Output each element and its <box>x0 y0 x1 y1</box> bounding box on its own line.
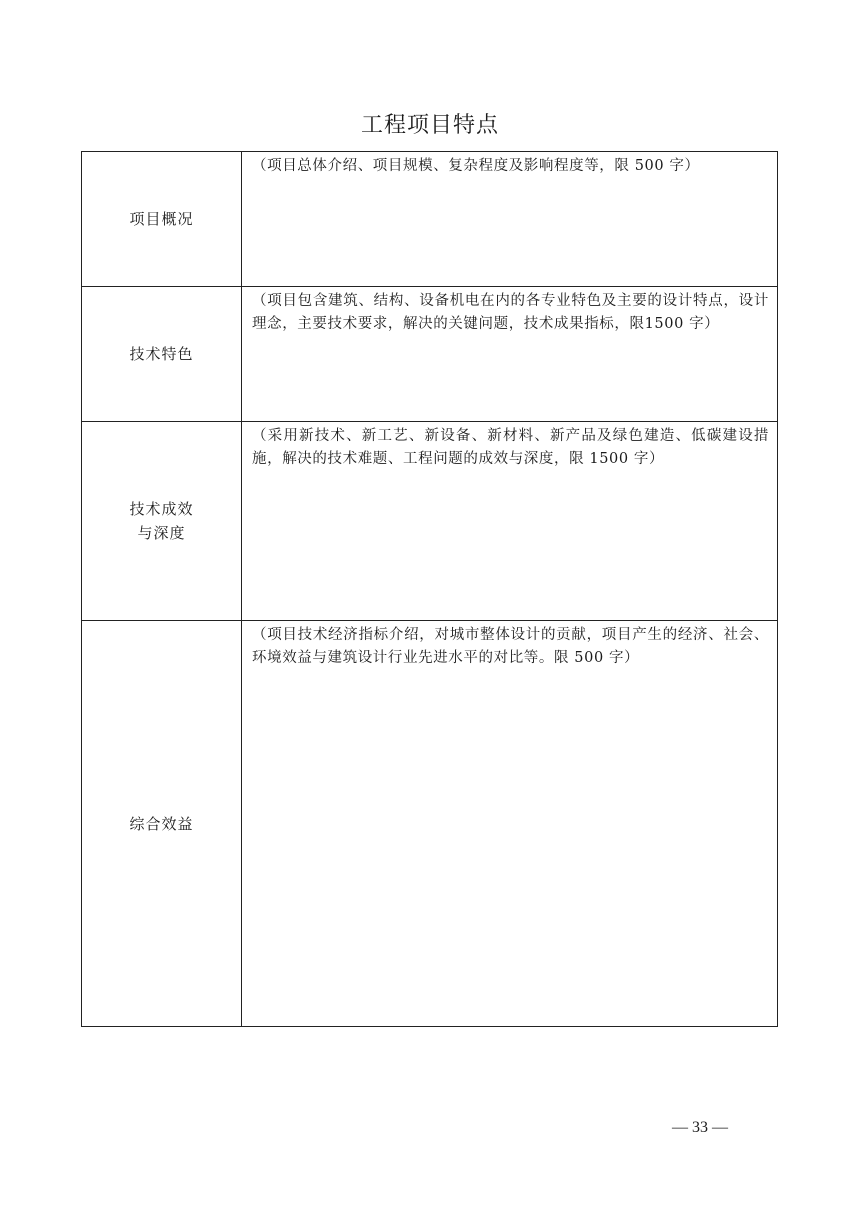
hint-text: （项目包含建筑、结构、设备机电在内的各专业特色及主要的设计特点，设计理念，主要技术要求，解决的关键问题，技术成果指标，限1500 字） <box>252 293 769 332</box>
label-text: 技术特色 <box>129 345 194 363</box>
label-technical-effect <box>82 422 242 621</box>
input-area-comprehensive-benefits[interactable] <box>242 621 778 1027</box>
label-text-line-2: 与深度 <box>137 524 186 542</box>
input-area-technical-effect[interactable] <box>242 422 778 621</box>
hint-text: （项目总体介绍、项目规模、复杂程度及影响程度等，限 500 字） <box>252 158 700 174</box>
label-project-overview <box>82 152 242 287</box>
table-row-technical-features <box>82 287 778 422</box>
label-text: 项目概况 <box>129 210 194 228</box>
table-row-technical-effect <box>82 422 778 621</box>
label-text-line-1: 技术成效 <box>129 500 194 518</box>
label-comprehensive-benefits <box>82 621 242 1027</box>
input-area-technical-features[interactable] <box>242 287 778 422</box>
input-area-project-overview[interactable] <box>242 152 778 287</box>
hint-text: （项目技术经济指标介绍，对城市整体设计的贡献，项目产生的经济、社会、环境效益与建筑设计行业先进水平的对比等。限 500 字） <box>252 627 769 666</box>
page-title: 工程项目特点 <box>360 113 499 138</box>
project-features-table <box>81 151 778 1027</box>
page-number: — 33 — <box>672 1119 728 1136</box>
hint-text: （采用新技术、新工艺、新设备、新材料、新产品及绿色建造、低碳建设措施，解决的技术难题、工程问题的成效与深度，限 1500 字） <box>252 428 769 467</box>
table-row-comprehensive-benefits <box>82 621 778 1027</box>
label-text: 综合效益 <box>129 814 194 833</box>
label-technical-features <box>82 287 242 422</box>
table-row-project-overview <box>82 152 778 287</box>
